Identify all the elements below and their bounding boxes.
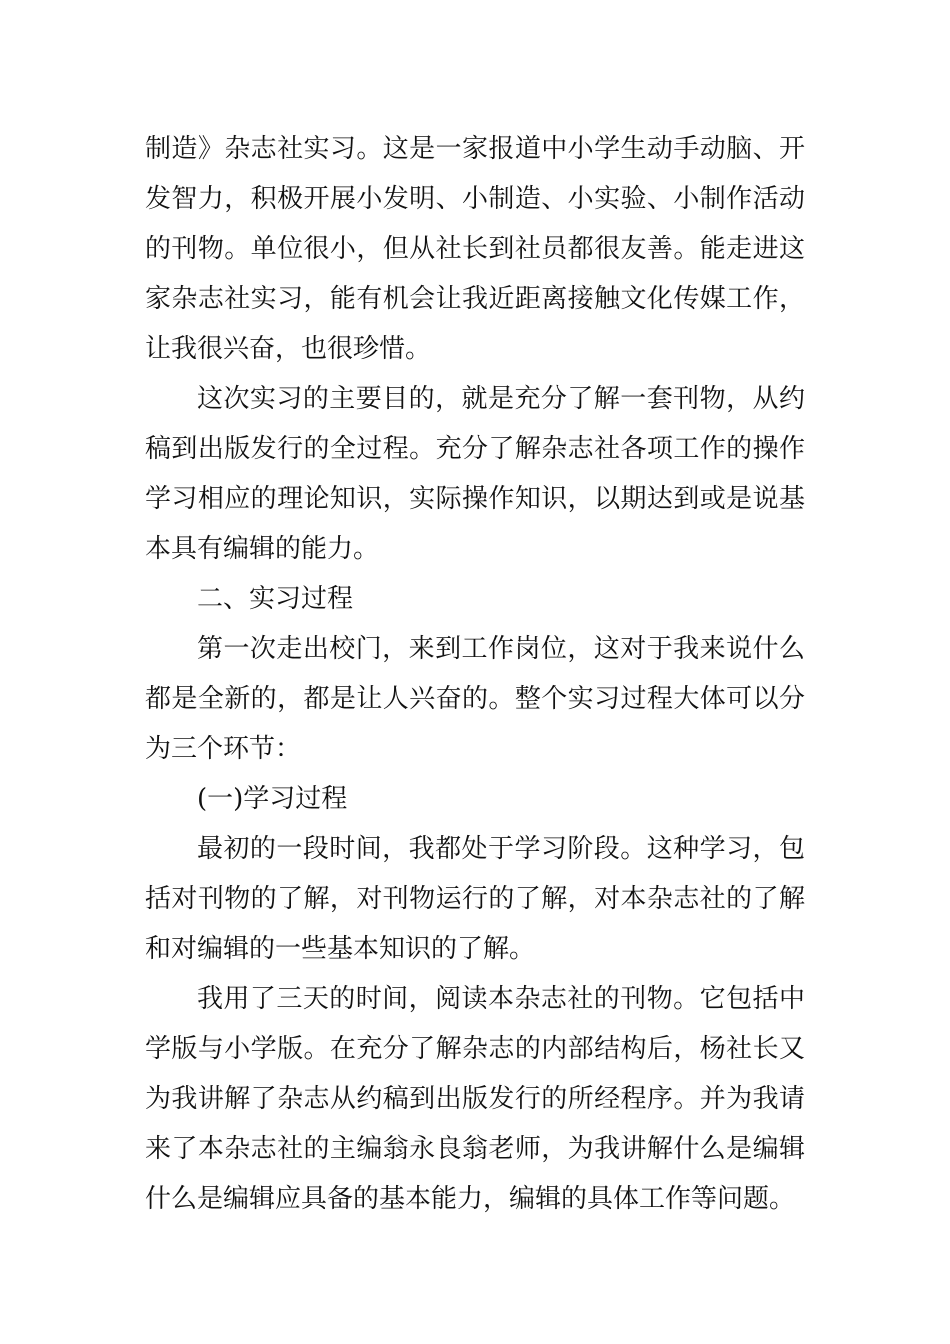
- document-body: [145, 124, 805, 1224]
- paragraph-2: [145, 374, 805, 574]
- text-line: 稿到出版发行的全过程。充分了解杂志社各项工作的操作: [145, 434, 805, 464]
- text-line: 为我讲解了杂志从约稿到出版发行的所经程序。并为我请: [145, 1084, 805, 1114]
- paragraph-1: [145, 124, 805, 374]
- section-heading: [145, 574, 805, 624]
- text-line: 来了本杂志社的主编翁永良翁老师，为我讲解什么是编辑: [145, 1134, 805, 1164]
- text-line: 发智力，积极开展小发明、小制造、小实验、小制作活动: [145, 184, 805, 214]
- paragraph-5: [145, 974, 805, 1224]
- text-line: 本具有编辑的能力。: [145, 534, 380, 564]
- paragraph-3: [145, 624, 805, 774]
- text-line: 第一次走出校门，来到工作岗位，这对于我来说什么: [197, 634, 805, 664]
- heading-line: (一)学习过程: [197, 784, 348, 814]
- heading-line: 二、实习过程: [197, 584, 354, 614]
- text-line: 这次实习的主要目的，就是充分了解一套刊物，从约: [197, 384, 805, 414]
- text-line: 什么是编辑应具备的基本能力，编辑的具体工作等问题。: [145, 1184, 796, 1214]
- text-line: 制造》杂志社实习。这是一家报道中小学生动手动脑、开: [145, 134, 805, 164]
- text-line: 让我很兴奋，也很珍惜。: [145, 334, 432, 364]
- text-line: 家杂志社实习，能有机会让我近距离接触文化传媒工作，: [145, 284, 805, 314]
- text-line: 为三个环节：: [145, 734, 302, 764]
- text-line: 和对编辑的一些基本知识的了解。: [145, 934, 536, 964]
- text-line: 学习相应的理论知识，实际操作知识，以期达到或是说基: [145, 484, 805, 514]
- paragraph-4: [145, 824, 805, 974]
- text-line: 最初的一段时间，我都处于学习阶段。这种学习，包: [197, 834, 805, 864]
- text-line: 括对刊物的了解，对刊物运行的了解，对本杂志社的了解: [145, 884, 805, 914]
- text-line: 学版与小学版。在充分了解杂志的内部结构后，杨社长又: [145, 1034, 805, 1064]
- text-line: 我用了三天的时间，阅读本杂志社的刊物。它包括中: [197, 984, 805, 1014]
- text-line: 都是全新的，都是让人兴奋的。整个实习过程大体可以分: [145, 684, 805, 714]
- subsection-heading: [145, 774, 805, 824]
- text-line: 的刊物。单位很小，但从社长到社员都很友善。能走进这: [145, 234, 805, 264]
